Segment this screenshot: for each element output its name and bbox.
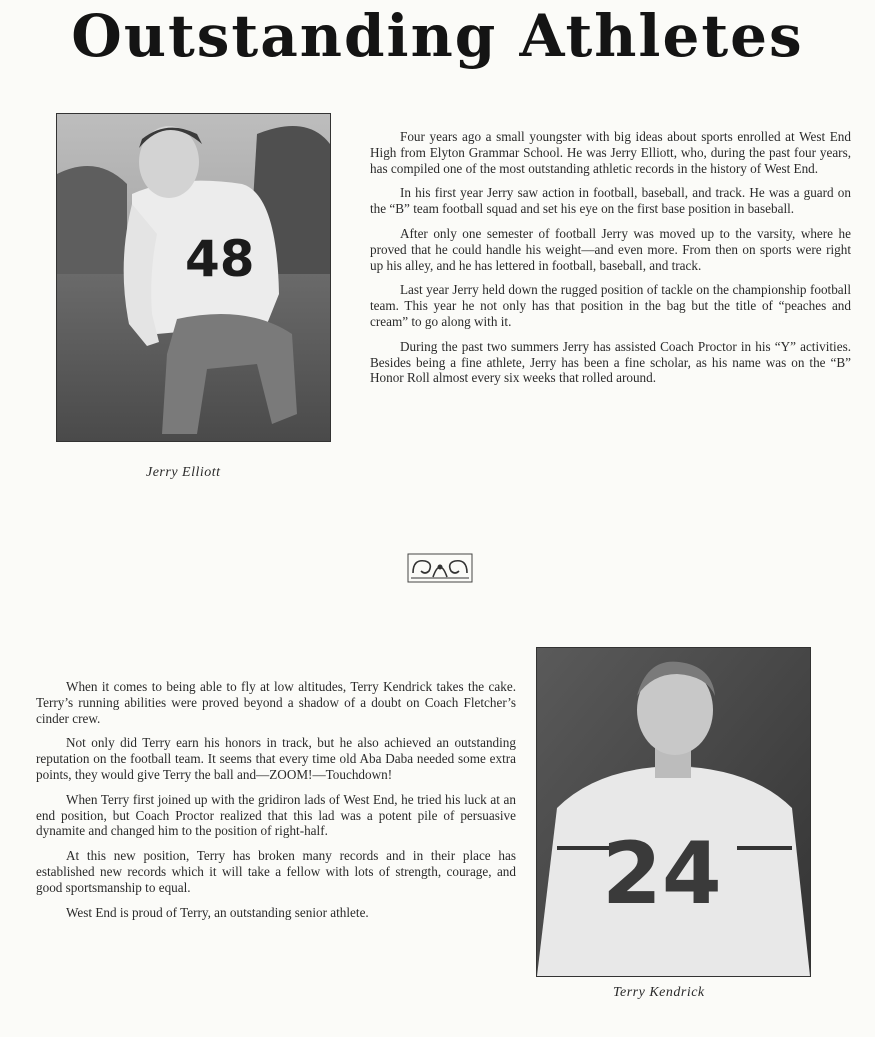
article-jerry-elliott xyxy=(370,129,851,395)
paragraph: At this new position, Terry has broken many records and in their place has established new records which it will take a fellow with lots of strength, courage, and good sportsmanship to equal. xyxy=(36,848,516,895)
athlete-photo-terry-kendrick xyxy=(536,647,811,977)
caption-terry-kendrick: Terry Kendrick xyxy=(613,985,705,1000)
page-title: Outstanding Athletes xyxy=(71,2,804,70)
paragraph: In his first year Jerry saw action in football, baseball, and track. He was a guard on the “B” team football squad and set his eye on the first base position in baseball. xyxy=(370,185,851,217)
jersey-number-24: 24 xyxy=(602,824,722,924)
athlete-photo-jerry-elliott xyxy=(56,113,331,442)
article-terry-kendrick xyxy=(36,679,516,929)
paragraph: Last year Jerry held down the rugged position of tackle on the championship football team. This year he not only has that position in the bag but the title of “peaches and cream” to go along with it. xyxy=(370,282,851,329)
paragraph: During the past two summers Jerry has assisted Coach Proctor in his “Y” activities. Besides being a fine athlete, Jerry has been a fine scholar, as his name was on the “B” Honor Roll almost every six weeks that rolled around. xyxy=(370,338,851,386)
caption-jerry-elliott: Jerry Elliott xyxy=(146,465,221,480)
paragraph: When Terry first joined up with the gridiron lads of West End, he tried his luck at an end position, but Coach Proctor realized that this lad was a potent pile of persuasive dynamite and changed him to the position of right-half. xyxy=(36,791,516,839)
paragraph: West End is proud of Terry, an outstanding senior athlete. xyxy=(66,904,369,920)
paragraph: Four years ago a small youngster with big ideas about sports enrolled at West End High from Elyton Grammar School. He was Jerry Elliott, who, during the past four years, has compiled one of the most outstanding athletic records in the history of West End. xyxy=(370,129,851,176)
paragraph: Not only did Terry earn his honors in track, but he also achieved an outstanding reputation on the football team. It seems that every time old Aba Daba needed some extra points, they would give Terry the ball and—ZOOM!—Touchdown! xyxy=(36,735,516,782)
scroll-ornament-icon xyxy=(407,553,473,583)
paragraph: After only one semester of football Jerry was moved up to the varsity, where he proved that he could handle his weight—and even more. From then on sports were right up his alley, and he has lettered in football, baseball, and track. xyxy=(370,225,851,273)
paragraph: When it comes to being able to fly at low altitudes, Terry Kendrick takes the cake. Terry’s running abilities were proved beyond a shadow of a doubt on Coach Fletcher’s cinder crew. xyxy=(36,679,516,726)
jersey-number-48: 48 xyxy=(185,230,255,288)
